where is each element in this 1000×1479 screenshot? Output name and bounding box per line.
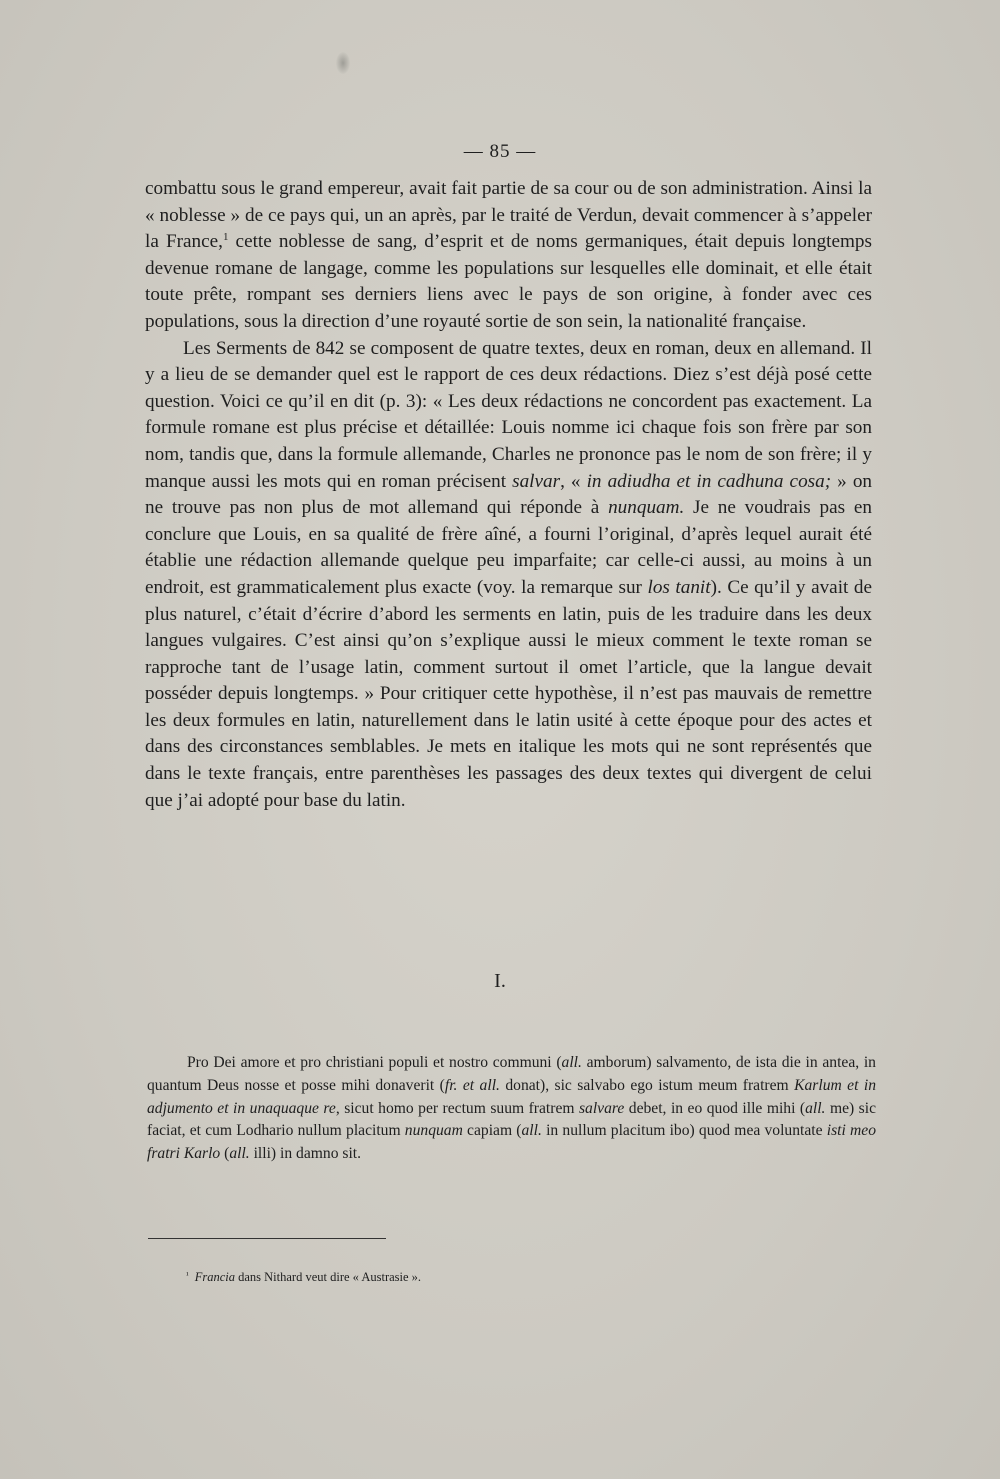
latin-text: amborum) salvamento, de ista die in antea, in quantum Deus nosse et posse mihi donaverit (	[147, 1054, 876, 1094]
paragraph-2-text: ). Ce qu’il y avait de plus naturel, c’était d’écrire d’abord les serments en latin, puis de les traduire dans les deux langues vulgaires. C’est ainsi qu’on s’explique aussi le mieux comment le texte roman se rapproche tant de l’usage latin, comment surtout il omet l’article, que la langue devait posséder depuis longtemps. » Pour critiquer cette hypothèse, il n’est pas mauvais de remettre les deux formules en latin, naturellement dans le latin usité à cette époque pour des actes et dans des circonstances semblables. Je mets en italique les mots qui ne sont représentés que dans le texte français, entre parenthèses les passages des deux textes qui divergent de celui que j’ai adopté pour base du latin.	[145, 576, 872, 811]
paragraph-1-part-a: combattu sous le grand empereur, avait fait partie de sa cour ou de son administration. Ainsi la « noblesse » de ce pays qui, un an après, par le traité de Verdun, devait commencer à s’appeler la France,	[145, 178, 872, 253]
page-number: — 85 —	[463, 141, 537, 162]
latin-text: capiam (	[462, 1122, 522, 1140]
latin-italic: all.	[521, 1122, 542, 1140]
paragraph-2	[145, 336, 872, 815]
latin-text: in nullum placitum ibo) quod mea voluntate	[541, 1122, 827, 1140]
latin-italic: salvare	[578, 1099, 625, 1117]
footnote	[186, 1267, 421, 1285]
latin-text: me) sic faciat, et cum Lodhario nullum placitum	[147, 1099, 876, 1140]
paragraph-2-text: Les Serments de 842 se composent de quatre textes, deux en roman, deux en allemand. Il y a lieu de se demander quel est le rapport de ces deux rédactions. Diez s’est déjà posé cette question. Voici ce qu’il en dit (p. 3): « Les deux rédactions ne concordent pas exactement. La formule romane est plus précise et détaillée: Louis nomme ici chaque fois son frère par son nom, tandis que, dans la formule allemande, Charles ne prononce pas le nom de son frère; il y manque aussi les mots qui en roman précisent	[145, 337, 872, 492]
latin-italic: fr. et all.	[444, 1076, 500, 1094]
italic-term: nunquam.	[608, 497, 685, 519]
italic-term: los tanit	[647, 576, 711, 598]
paragraph-2-text: , «	[560, 470, 587, 492]
italic-term: salvar	[512, 470, 561, 492]
ink-blot	[336, 52, 350, 74]
latin-text: donat), sic salvabo ego istum meum fratrem	[499, 1076, 795, 1094]
section-heading: I.	[494, 970, 506, 992]
latin-text: (	[220, 1145, 230, 1163]
latin-text: Pro Dei amore et pro christiani populi et nostro communi (	[187, 1054, 562, 1071]
footnote-text: dans Nithard veut dire « Austrasie ».	[234, 1270, 422, 1284]
footnote-divider	[148, 1238, 386, 1239]
latin-italic: nunquam	[404, 1122, 463, 1140]
footnote-term: Francia	[194, 1270, 235, 1284]
latin-italic: all.	[805, 1099, 826, 1117]
paragraph-2-text: » on ne trouve pas non plus de mot allemand qui réponde à	[145, 470, 873, 519]
latin-passage	[147, 1052, 876, 1166]
latin-text: illi) in damno sit.	[249, 1145, 362, 1163]
latin-italic: all.	[561, 1054, 582, 1071]
paragraph-1-part-b: cette noblesse de sang, d’esprit et de noms germaniques, était depuis longtemps devenue romane de langage, comme les populations sur lesquelles elle dominait, et elle était toute prête, rompant ses derniers liens avec le pays de son origine, à fonder avec ces populations, sous la direction d’une royauté sortie de son sein, la nationalité française.	[145, 231, 872, 332]
footnote-reference: 1	[222, 231, 229, 244]
latin-italic: isti meo fratri Karlo	[147, 1122, 876, 1163]
italic-quote: in adiudha et in cadhuna cosa;	[586, 470, 832, 492]
paragraph-2-text: Je ne voudrais pas en conclure que Louis, en sa qualité de frère aîné, a fourni l’original, d’après lequel aurait été établie une rédaction allemande quelque peu imparfaite; car celle-ci aussi, au moins à un endroit, est grammaticalement plus exacte (voy. la remarque sur	[145, 497, 872, 598]
footnote-mark: ¹	[186, 1270, 189, 1280]
latin-text: , sicut homo per rectum suum fratrem	[335, 1099, 579, 1117]
latin-italic: Karlum et in adjumento et in unaquaque re	[147, 1076, 876, 1117]
paragraph-1	[145, 176, 872, 336]
latin-text: debet, in eo quod ille mihi (	[624, 1099, 806, 1117]
main-text	[145, 176, 872, 814]
latin-italic: all.	[229, 1145, 250, 1163]
